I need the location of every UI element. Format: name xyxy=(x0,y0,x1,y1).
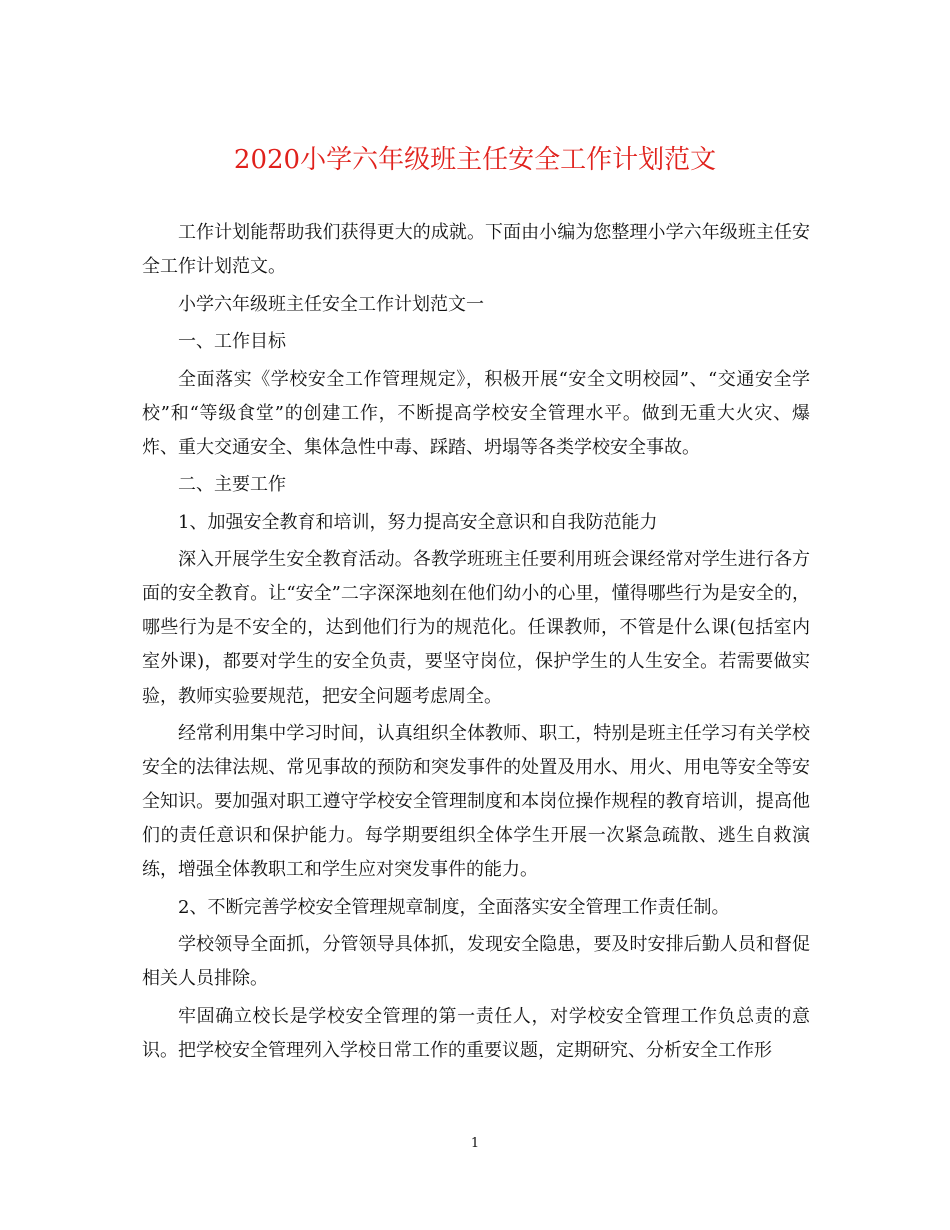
paragraph-item-1-body-a: 深入开展学生安全教育活动。各教学班班主任要利用班会课经常对学生进行各方面的安全教育。让“安全”二字深深地刻在他们幼小的心里，懂得哪些行为是安全的，哪些行为是不安全的，达到他们行为的规范化。任课教师，不管是什么课(包括室内室外课)，都要对学生的安全负责，要坚守岗位，保护学生的人生安全。若需要做实验，教师实验要规范，把安全问题考虑周全。 xyxy=(142,549,810,707)
paragraph-item-2-heading: 2、不断完善学校安全管理规章制度，全面落实安全管理工作责任制。 xyxy=(178,896,730,918)
paragraph-item-2-body-a: 学校领导全面抓，分管领导具体抓，发现安全隐患，要及时安排后勤人员和督促相关人员排除。 xyxy=(142,934,810,990)
document-body xyxy=(142,216,810,1072)
document-title: 2020小学六年级班主任安全工作计划范文 xyxy=(233,145,717,175)
paragraph-section-heading: 小学六年级班主任安全工作计划范文一 xyxy=(178,293,484,315)
page-number: 1 xyxy=(470,1136,480,1151)
paragraph-item-1-body-b: 经常利用集中学习时间，认真组织全体教师、职工，特别是班主任学习有关学校安全的法律法规、常见事故的预防和突发事件的处置及用水、用火、用电等安全等安全知识。要加强对职工遵守学校安全管理制度和本岗位操作规程的教育培训，提高他们的责任意识和保护能力。每学期要组织全体学生开展一次紧急疏散、逃生自救演练，增强全体教职工和学生应对突发事件的能力。 xyxy=(142,723,810,881)
paragraph-goal-heading: 一、工作目标 xyxy=(178,331,286,353)
paragraph-intro: 工作计划能帮助我们获得更大的成就。下面由小编为您整理小学六年级班主任安全工作计划范文。 xyxy=(142,222,810,278)
paragraph-item-2-body-b: 牢固确立校长是学校安全管理的第一责任人，对学校安全管理工作负总责的意识。把学校安全管理列入学校日常工作的重要议题，定期研究、分析安全工作形 xyxy=(142,1005,810,1062)
paragraph-goal-body: 全面落实《学校安全工作管理规定》，积极开展“安全文明校园”、“交通安全学校”和“等级食堂”的创建工作，不断提高学校安全管理水平。做到无重大火灾、爆炸、重大交通安全、集体急性中毒、踩踏、坍塌等各类学校安全事故。 xyxy=(142,368,810,458)
paragraph-main-work-heading: 二、主要工作 xyxy=(178,474,286,496)
paragraph-item-1-heading: 1、加强安全教育和培训，努力提高安全意识和自我防范能力 xyxy=(178,511,658,533)
